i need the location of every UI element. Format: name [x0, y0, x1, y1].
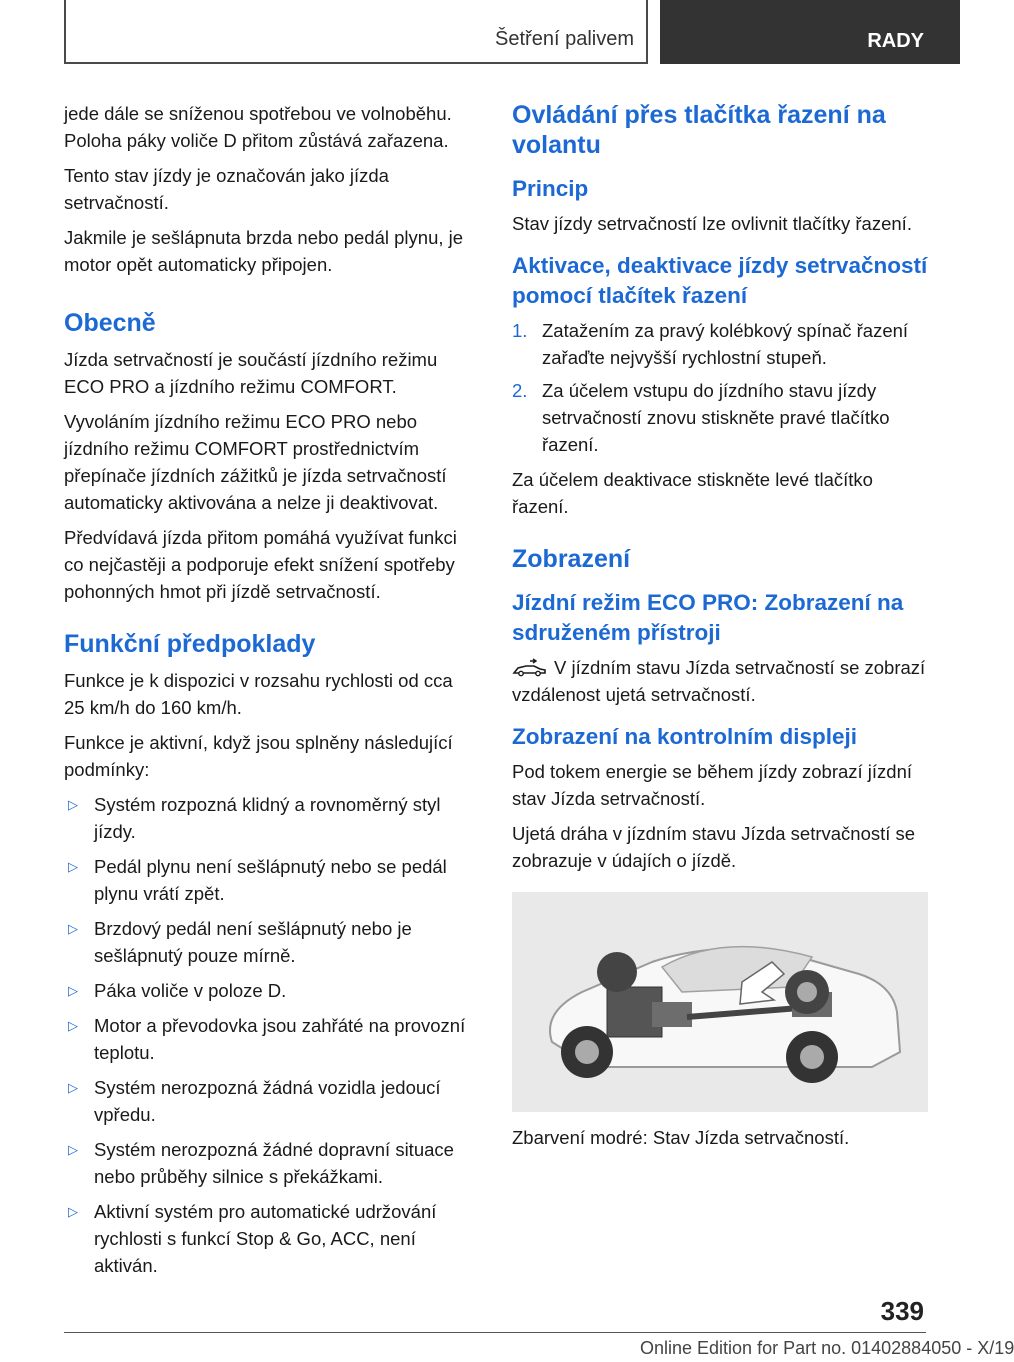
footer-edition: Online Edition for Part no. 01402884050 - X/19	[640, 1338, 1014, 1358]
paragraph-text: V jízdním stavu Jízda setrvačností se zobrazí vzdálenost ujetá setrvačností.	[512, 657, 926, 705]
list-item-text: Systém rozpozná klidný a rovnoměrný styl jízdy.	[94, 794, 441, 842]
paragraph: Předvídavá jízda přitom pomáhá využívat funkci co nejčastěji a podporuje efekt snížení spotřeby pohonných hmot při jízdě setrvačností.	[64, 527, 457, 602]
list-item	[64, 791, 476, 845]
paragraph: Funkce je aktivní, když jsou splněny následující podmínky:	[64, 732, 453, 780]
heading-activation: Aktivace, deaktivace jízdy setrvačností pomocí tlačítek řazení	[512, 253, 928, 308]
list-item	[64, 1012, 476, 1066]
paragraph	[512, 654, 928, 708]
triangle-bullet-icon: ▷	[68, 1080, 78, 1095]
right-column	[512, 100, 928, 1159]
paragraph: Stav jízdy setrvačností lze ovlivnit tlačítky řazení.	[512, 213, 912, 234]
heading-principle: Princip	[512, 176, 589, 201]
conditions-list	[64, 791, 476, 1279]
steps-list	[512, 317, 928, 458]
header-chapter-tab	[660, 0, 960, 64]
list-item	[64, 1074, 476, 1128]
paragraph: Funkce je k dispozici v rozsahu rychlosti od cca 25 km/h do 160 km/h.	[64, 670, 453, 718]
coasting-car-icon	[512, 659, 548, 677]
header-chapter-label: RADY	[867, 30, 924, 52]
triangle-bullet-icon: ▷	[68, 921, 78, 936]
list-item	[512, 377, 928, 458]
triangle-bullet-icon: ▷	[68, 859, 78, 874]
list-item-text: Systém nerozpozná žádné dopravní situace nebo průběhy silnice s překážkami.	[94, 1139, 454, 1187]
triangle-bullet-icon: ▷	[68, 1018, 78, 1033]
step-text: Zatažením za pravý kolébkový spínač řazení zařaďte nejvyšší rychlostní stupeň.	[542, 320, 909, 368]
footer-divider	[64, 1332, 926, 1333]
paragraph: Pod tokem energie se během jízdy zobrazí jízdní stav Jízda setrvačností.	[512, 761, 913, 809]
list-item	[512, 317, 928, 371]
vehicle-drivetrain-illustration	[512, 892, 928, 1112]
heading-requirements: Funkční předpoklady	[64, 630, 316, 658]
triangle-bullet-icon: ▷	[68, 797, 78, 812]
heading-control-display: Zobrazení na kontrolním displeji	[512, 724, 858, 749]
list-item	[64, 853, 476, 907]
page-number: 339	[880, 1296, 924, 1326]
list-item	[64, 1198, 476, 1279]
heading-eco-pro-display: Jízdní režim ECO PRO: Zobrazení na sdruženém přístroji	[512, 590, 904, 645]
header-section-title: Šetření palivem	[495, 28, 634, 50]
list-item-text: Aktivní systém pro automatické udržování rychlosti s funkcí Stop & Go, ACC, není aktiván.	[94, 1201, 437, 1276]
list-item	[64, 1136, 476, 1190]
paragraph: jede dále se sníženou spotřebou ve volnoběhu. Poloha páky voliče D přitom zůstává zařazena.	[64, 103, 452, 151]
paragraph: Za účelem deaktivace stiskněte levé tlačítko řazení.	[512, 469, 873, 517]
list-item	[64, 977, 476, 1004]
list-item	[64, 915, 476, 969]
list-item-text: Systém nerozpozná žádná vozidla jedoucí vpředu.	[94, 1077, 441, 1125]
triangle-bullet-icon: ▷	[68, 983, 78, 998]
paragraph: Ujetá dráha v jízdním stavu Jízda setrvačností se zobrazuje v údajích o jízdě.	[512, 823, 916, 871]
list-item-text: Pedál plynu není sešlápnutý nebo se pedál plynu vrátí zpět.	[94, 856, 447, 904]
paragraph: Jakmile je sešlápnuta brzda nebo pedál plynu, je motor opět automaticky připojen.	[64, 227, 464, 275]
list-item-text: Brzdový pedál není sešlápnutý nebo je sešlápnutý pouze mírně.	[94, 918, 412, 966]
figure-caption: Zbarvení modré: Stav Jízda setrvačností.	[512, 1127, 850, 1148]
list-item-text: Motor a převodovka jsou zahřáté na provozní teplotu.	[94, 1015, 466, 1063]
list-item-text: Páka voliče v poloze D.	[94, 980, 287, 1001]
paragraph: Tento stav jízdy je označován jako jízda setrvačností.	[64, 165, 389, 213]
triangle-bullet-icon: ▷	[68, 1142, 78, 1157]
step-number: 1.	[512, 320, 528, 341]
paragraph: Jízda setrvačností je součástí jízdního režimu ECO PRO a jízdního režimu COMFORT.	[64, 349, 438, 397]
triangle-bullet-icon: ▷	[68, 1204, 78, 1219]
heading-general: Obecně	[64, 309, 156, 337]
step-number: 2.	[512, 380, 528, 401]
heading-display: Zobrazení	[512, 545, 631, 573]
paragraph: Vyvoláním jízdního režimu ECO PRO nebo jízdního režimu COMFORT prostřednictvím přepínače jízdních zážitků je jízda setrvačností automaticky aktivována a nelze ji deaktivovat.	[64, 411, 447, 513]
header-section-box	[64, 0, 648, 64]
step-text: Za účelem vstupu do jízdního stavu jízdy setrvačností znovu stiskněte pravé tlačítko řazení.	[542, 380, 890, 455]
car-illustration-icon	[512, 892, 928, 1112]
heading-shift-paddles: Ovládání přes tlačítka řazení na volantu	[512, 101, 886, 159]
left-column	[64, 100, 476, 1287]
